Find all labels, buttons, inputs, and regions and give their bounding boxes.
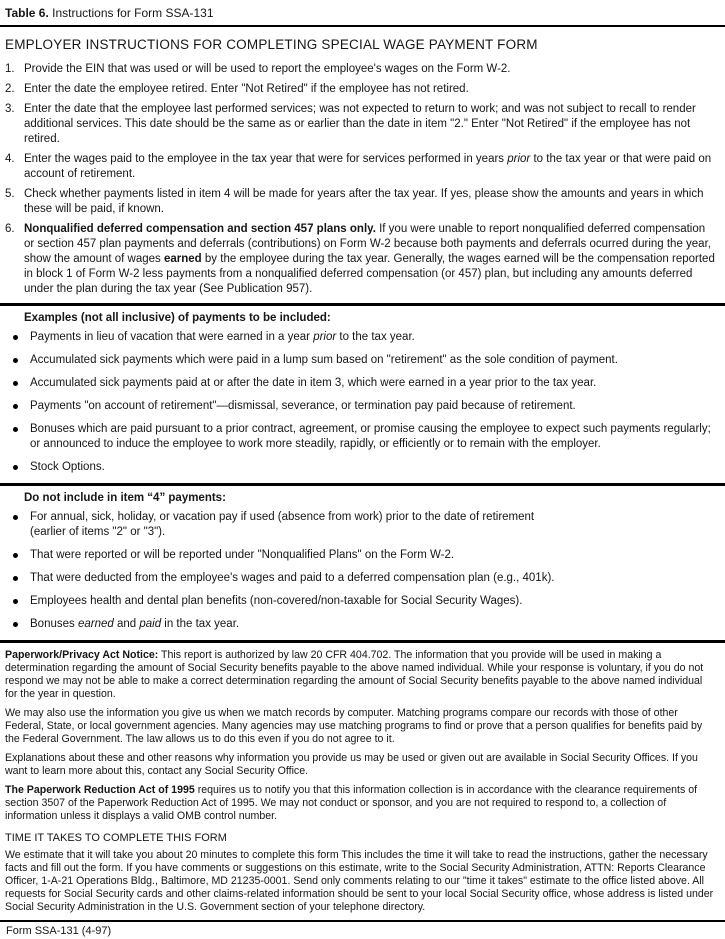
instruction-number: 6. — [5, 223, 15, 235]
list-item-text: Employees health and dental plan benefits (non-covered/non-taxable for Social Security Wages). — [30, 595, 523, 607]
list-item — [5, 548, 717, 563]
bullet-icon — [13, 427, 18, 432]
list-item — [5, 353, 717, 368]
instruction-item — [5, 82, 717, 97]
list-item — [5, 617, 717, 632]
main-heading: EMPLOYER INSTRUCTIONS FOR COMPLETING SPECIAL WAGE PAYMENT FORM — [5, 37, 538, 52]
form-footer — [0, 920, 725, 937]
bullet-icon — [13, 465, 18, 470]
instruction-item — [5, 222, 717, 297]
section-divider — [0, 303, 725, 306]
included-heading: Examples (not all inclusive) of payments to be included: — [24, 312, 331, 324]
instruction-list — [5, 62, 717, 297]
list-item — [5, 376, 717, 391]
excluded-list — [5, 510, 717, 632]
document-title-text: Instructions for Form SSA-131 — [48, 6, 214, 20]
instruction-number: 5. — [5, 188, 15, 200]
list-item-text: Bonuses earned and paid in the tax year. — [30, 618, 240, 630]
list-item-text: That were reported or will be reported under "Nonqualified Plans" on the Form W-2. — [30, 549, 455, 561]
instruction-item — [5, 62, 717, 77]
bullet-icon — [13, 553, 18, 558]
list-item-text: Accumulated sick payments which were paid in a lump sum based on "retirement" as the sole condition of payment. — [30, 354, 618, 366]
form-number: Form SSA-131 (4-97) — [6, 925, 112, 937]
instruction-number: 2. — [5, 83, 15, 95]
bullet-icon — [13, 599, 18, 604]
list-item — [5, 571, 717, 586]
section-divider — [0, 483, 725, 486]
instruction-number: 3. — [5, 103, 15, 115]
instruction-text: Enter the wages paid to the employee in the tax year that were for services performed in years prior to the tax year or that were paid on account of retirement. — [24, 153, 712, 180]
list-item-text: Payments "on account of retirement"—dismissal, severance, or termination pay paid because of retirement. — [30, 400, 576, 412]
bullet-icon — [13, 404, 18, 409]
instruction-item — [5, 102, 717, 147]
list-item-text: That were deducted from the employee's wages and paid to a deferred compensation plan (e.g., 401k). — [30, 572, 555, 584]
list-item — [5, 510, 717, 540]
instruction-item — [5, 187, 717, 217]
list-item — [5, 422, 717, 452]
list-item-text: Stock Options. — [30, 461, 105, 473]
instruction-text: Nonqualified deferred compensation and section 457 plans only. If you were unable to report nonqualified deferred compensation or section 457 plan payments and deferrals (contributions) on Form W-2 because both payments and deferrals ocurred during the year, show the amount of wages earned by the employee during the tax year. Generally, the wages earned will be the compensation reported in block 1 of Form W-2 less payments from a nonqualified deferred compensation (or 457) plan, but including any amounts deferred under the plan during the tax year (See Publication 957). — [24, 223, 715, 295]
bullet-icon — [13, 515, 18, 520]
list-item-text: Accumulated sick payments paid at or after the date in item 3, which were earned in a year prior to the tax year. — [30, 377, 597, 389]
instruction-item — [5, 152, 717, 182]
notice-paragraph: Explanations about these and other reasons why information you provide us may be used or given out are available in Social Security Offices. If you want to learn more about this, contact any Social Security Office. — [5, 752, 698, 777]
instruction-number: 1. — [5, 63, 15, 75]
list-item — [5, 460, 717, 475]
notice-paragraph: The Paperwork Reduction Act of 1995 requires us to notify you that this information collection is in accordance with the clearance requirements of section 3507 of the Paperwork Reduction Act of 1995. We may not conduct or sponsor, and you are not required to respond to, a collection of information unless it displays a valid OMB control number. — [5, 784, 698, 822]
list-item-text: Bonuses which are paid pursuant to a prior contract, agreement, or promise causing the employee to expect such payments regularly; or announced to induce the employee to work more steadily, rapidly, or efficiently or to remain with the employer. — [30, 423, 711, 450]
instruction-number: 4. — [5, 153, 15, 165]
bullet-icon — [13, 358, 18, 363]
section-divider — [0, 640, 725, 643]
bullet-icon — [13, 381, 18, 386]
instruction-text: Provide the EIN that was used or will be used to report the employee's wages on the Form W-2. — [24, 63, 511, 75]
included-list — [5, 330, 717, 475]
bullet-icon — [13, 622, 18, 627]
notice-paragraph: Paperwork/Privacy Act Notice: This report is authorized by law 20 CFR 404.702. The information that you provide will be used in making a determination regarding the amount of Social Security benefits payable to the above named individual. While your response is voluntary, if you do not respond we may not be able to make a correct determination regarding the amount of Social Security benefits payable to the above named individual for the year in question. — [5, 649, 704, 700]
bullet-icon — [13, 576, 18, 581]
document-title-label: Table 6. — [5, 6, 49, 20]
bullet-icon — [13, 335, 18, 340]
instruction-text: Check whether payments listed in item 4 will be made for years after the tax year. If yes, please show the amounts and years in which these will be paid, if known. — [24, 188, 704, 215]
document-title — [5, 4, 717, 25]
notice-paragraph: We may also use the information you give us when we match records by computer. Matching programs compare our records with those of other Federal, State, or local government agencies. Many agencies may use matching programs to find or prove that a person qualifies for benefits paid by the Federal Government. The law allows us to do this even if you do not agree to it. — [5, 707, 703, 745]
list-item — [5, 594, 717, 609]
title-divider — [0, 25, 725, 27]
list-item — [5, 399, 717, 414]
time-heading: TIME IT TAKES TO COMPLETE THIS FORM — [5, 832, 227, 844]
instruction-text: Enter the date that the employee last performed services; was not expected to return to work; and was not subject to recall to render additional services. This date should be the same as or earlier than the date in item "2." Enter "Not Retired" if the employee has not retired. — [24, 103, 696, 145]
time-body: We estimate that it will take you about 20 minutes to complete this form This includes the time it will take to read the instructions, gather the necessary facts and fill out the form. If you have comments or suggestions on this estimate, write to the Social Security Administration, ATTN: Reports Clearance Officer, 1-A-21 Operations Bldg., Baltimore, MD 21235-0001. Send only comments relating to our "time it takes" estimate to the office listed above. All requests for Social Security cards and other claims-related information should be sent to your local Social Security office, whose address is listed under Social Security Administration in the U.S. Government section of your telephone directory. — [5, 849, 714, 913]
list-item — [5, 330, 717, 345]
notices-section — [5, 649, 717, 823]
excluded-heading: Do not include in item “4” payments: — [24, 492, 226, 504]
list-item-text: Payments in lieu of vacation that were earned in a year prior to the tax year. — [30, 331, 415, 343]
instruction-text: Enter the date the employee retired. Enter "Not Retired" if the employee has not retired. — [24, 83, 469, 95]
list-item-text: For annual, sick, holiday, or vacation pay if used (absence from work) prior to the date of retirement (earlier of items "2" or "3"). — [30, 511, 535, 538]
